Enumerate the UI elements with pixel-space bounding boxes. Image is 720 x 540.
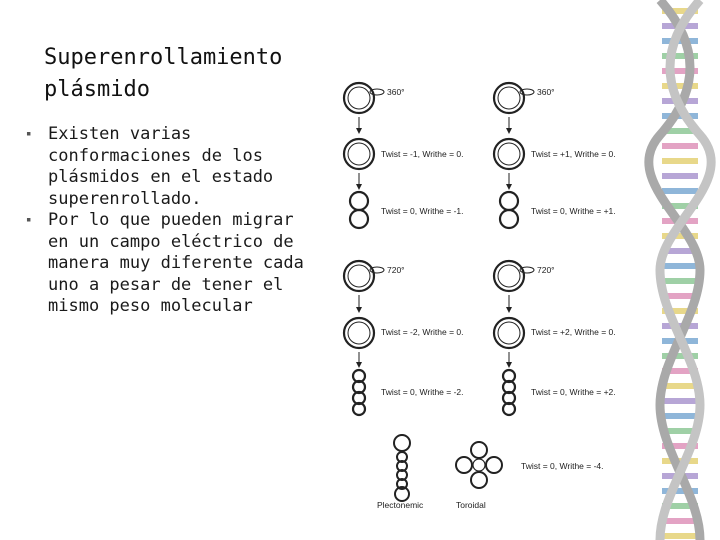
plectonemic-shape (394, 435, 410, 501)
helix-rung (662, 278, 698, 284)
helix-rung (662, 143, 698, 149)
rotation-label: 720° (387, 265, 405, 275)
twist-writhe-label: Twist = 0, Writhe = -2. (381, 387, 464, 397)
plectonemic-label: Plectonemic (377, 500, 424, 510)
rotation-label: 360° (387, 87, 405, 97)
twist-writhe-label: Twist = +2, Writhe = 0. (531, 327, 616, 337)
twist-writhe-label: Twist = -2, Writhe = 0. (381, 327, 464, 337)
toroidal-shape (456, 442, 502, 488)
bullet-item (22, 210, 312, 318)
bullet-text: Existen varias conformaciones de los plásmidos en el estado superenrollado. (48, 124, 274, 209)
column-2 (494, 83, 534, 415)
helix-rung (662, 533, 698, 539)
supercoiling-figure (325, 65, 635, 515)
bullet-item (22, 124, 312, 210)
twist-writhe-label: Twist = 0, Writhe = +2. (531, 387, 616, 397)
bottom-labels (377, 461, 604, 510)
helix-rung (662, 263, 698, 269)
column-1-labels (381, 87, 464, 397)
helix-rung (662, 158, 698, 164)
twist-writhe-label: Twist = +1, Writhe = 0. (531, 149, 616, 159)
helix-rung (662, 188, 698, 194)
twist-writhe-label: Twist = -1, Writhe = 0. (381, 149, 464, 159)
title-line-2: plásmido (44, 77, 150, 102)
column-1 (344, 83, 384, 415)
column-2-labels (531, 87, 616, 397)
bullet-list (22, 124, 312, 318)
toroidal-label: Toroidal (456, 500, 486, 510)
bullet-marker-icon: ▪ (26, 215, 32, 225)
helix-rung (662, 398, 698, 404)
rotation-label: 360° (537, 87, 555, 97)
dna-helix-decoration (640, 0, 720, 540)
twist-writhe-label: Twist = 0, Writhe = +1. (531, 206, 616, 216)
helix-rung (662, 173, 698, 179)
page-title (44, 42, 344, 106)
twist-writhe-label: Twist = 0, Writhe = -4. (521, 461, 604, 471)
bullet-text: Por lo que pueden migrar en un campo eléctrico de manera muy diferente cada uno a pesar de tener el mismo peso molecular (48, 210, 304, 316)
title-line-1: Superenrollamiento (44, 45, 283, 70)
helix-rung (662, 518, 698, 524)
writhe-loop (500, 192, 518, 210)
bullet-marker-icon: ▪ (26, 129, 32, 139)
helix-rung (662, 413, 698, 419)
rotation-label: 720° (537, 265, 555, 275)
helix-rung (662, 383, 698, 389)
writhe-loop (350, 192, 368, 210)
twist-writhe-label: Twist = 0, Writhe = -1. (381, 206, 464, 216)
